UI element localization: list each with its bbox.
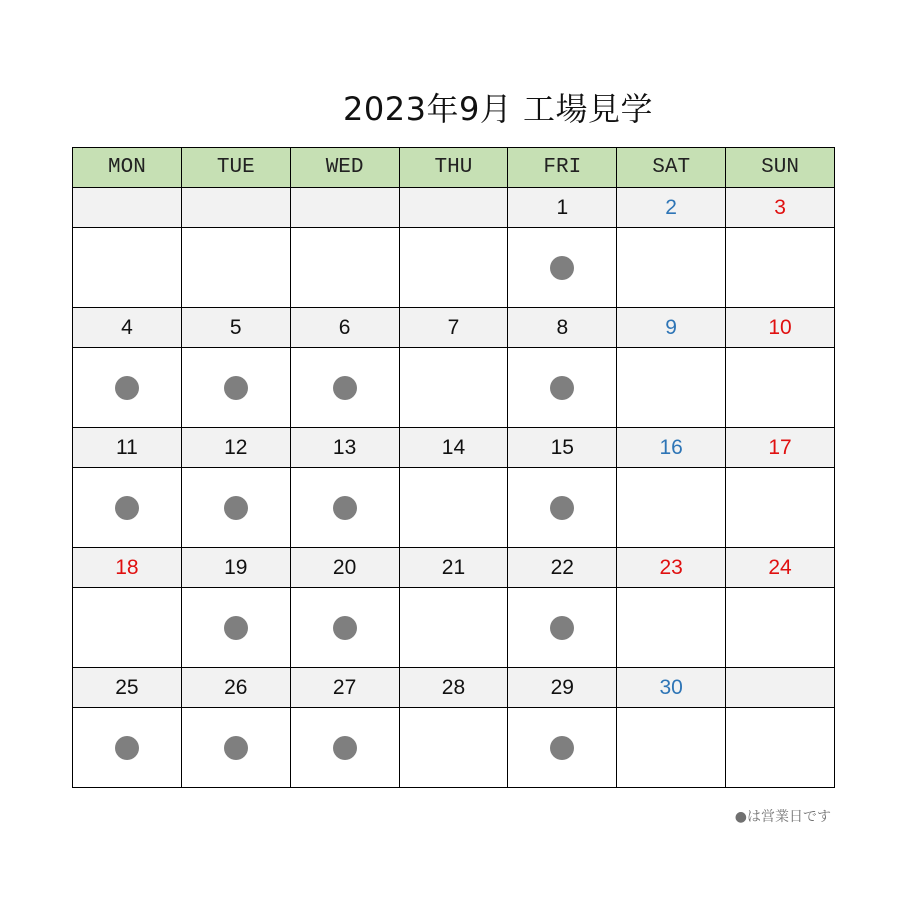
weekday-tue: TUE [181, 148, 290, 188]
date-number-mon: 4 [73, 308, 182, 348]
date-number-tue [181, 188, 290, 228]
date-cell-sun [726, 588, 835, 668]
date-number-tue: 12 [181, 428, 290, 468]
date-cell-tue [181, 708, 290, 788]
date-number-row [73, 548, 835, 588]
open-day-dot-icon [333, 496, 357, 520]
legend-note: ●は営業日です [734, 809, 831, 825]
date-number-tue: 19 [181, 548, 290, 588]
date-cell-sun [726, 348, 835, 428]
date-cell-sat [617, 588, 726, 668]
date-cell-sun [726, 708, 835, 788]
date-cell-wed [290, 228, 399, 308]
date-number-sun: 24 [726, 548, 835, 588]
date-cell-tue [181, 228, 290, 308]
date-cell-wed [290, 708, 399, 788]
open-day-dot-icon [550, 736, 574, 760]
date-number-thu: 14 [399, 428, 508, 468]
date-number-wed: 27 [290, 668, 399, 708]
open-day-dot-icon [115, 376, 139, 400]
date-number-tue: 5 [181, 308, 290, 348]
date-body-row [73, 348, 835, 428]
date-number-row [73, 428, 835, 468]
calendar-grid [72, 147, 835, 788]
open-day-dot-icon [224, 376, 248, 400]
date-cell-fri [508, 468, 617, 548]
date-number-tue: 26 [181, 668, 290, 708]
open-day-dot-icon [224, 616, 248, 640]
date-cell-fri [508, 228, 617, 308]
date-number-fri: 22 [508, 548, 617, 588]
date-cell-sat [617, 468, 726, 548]
date-number-wed: 13 [290, 428, 399, 468]
date-number-row [73, 188, 835, 228]
open-day-dot-icon [115, 736, 139, 760]
date-cell-tue [181, 588, 290, 668]
weekday-mon: MON [73, 148, 182, 188]
date-cell-sat [617, 228, 726, 308]
date-number-fri: 15 [508, 428, 617, 468]
date-cell-mon [73, 708, 182, 788]
date-cell-mon [73, 588, 182, 668]
date-number-wed: 20 [290, 548, 399, 588]
date-cell-fri [508, 708, 617, 788]
date-number-row [73, 308, 835, 348]
date-number-sat: 30 [617, 668, 726, 708]
date-number-fri: 29 [508, 668, 617, 708]
date-cell-wed [290, 468, 399, 548]
date-body-row [73, 468, 835, 548]
open-day-dot-icon [550, 616, 574, 640]
date-cell-sat [617, 348, 726, 428]
date-number-thu [399, 188, 508, 228]
date-cell-tue [181, 348, 290, 428]
date-number-sat: 23 [617, 548, 726, 588]
date-number-thu: 7 [399, 308, 508, 348]
date-cell-thu [399, 228, 508, 308]
date-cell-thu [399, 468, 508, 548]
open-day-dot-icon [333, 736, 357, 760]
open-day-dot-icon [333, 616, 357, 640]
open-day-dot-icon [224, 496, 248, 520]
open-day-dot-icon [115, 496, 139, 520]
date-number-sun: 3 [726, 188, 835, 228]
date-number-thu: 21 [399, 548, 508, 588]
weekday-sat: SAT [617, 148, 726, 188]
date-cell-wed [290, 348, 399, 428]
date-body-row [73, 708, 835, 788]
date-number-thu: 28 [399, 668, 508, 708]
date-number-mon: 11 [73, 428, 182, 468]
date-cell-wed [290, 588, 399, 668]
date-number-fri: 8 [508, 308, 617, 348]
date-cell-fri [508, 348, 617, 428]
date-cell-thu [399, 708, 508, 788]
open-day-dot-icon [550, 376, 574, 400]
date-number-mon: 25 [73, 668, 182, 708]
date-cell-sun [726, 468, 835, 548]
open-day-dot-icon [550, 496, 574, 520]
date-number-wed [290, 188, 399, 228]
date-cell-thu [399, 588, 508, 668]
date-cell-fri [508, 588, 617, 668]
weekday-thu: THU [399, 148, 508, 188]
weekday-sun: SUN [726, 148, 835, 188]
date-cell-thu [399, 348, 508, 428]
open-day-dot-icon [550, 256, 574, 280]
date-body-row [73, 228, 835, 308]
date-number-sun: 17 [726, 428, 835, 468]
date-cell-sun [726, 228, 835, 308]
date-body-row [73, 588, 835, 668]
date-number-mon: 18 [73, 548, 182, 588]
date-cell-mon [73, 468, 182, 548]
date-number-sat: 16 [617, 428, 726, 468]
open-day-dot-icon [224, 736, 248, 760]
date-cell-sat [617, 708, 726, 788]
date-number-sat: 9 [617, 308, 726, 348]
weekday-wed: WED [290, 148, 399, 188]
date-cell-mon [73, 348, 182, 428]
calendar-title: 2023年9月 工場見学 [343, 90, 653, 128]
weekday-header-row [73, 148, 835, 188]
date-number-wed: 6 [290, 308, 399, 348]
date-number-sat: 2 [617, 188, 726, 228]
weekday-fri: FRI [508, 148, 617, 188]
date-cell-tue [181, 468, 290, 548]
date-number-fri: 1 [508, 188, 617, 228]
date-number-sun [726, 668, 835, 708]
date-cell-mon [73, 228, 182, 308]
date-number-row [73, 668, 835, 708]
date-number-sun: 10 [726, 308, 835, 348]
date-number-mon [73, 188, 182, 228]
open-day-dot-icon [333, 376, 357, 400]
